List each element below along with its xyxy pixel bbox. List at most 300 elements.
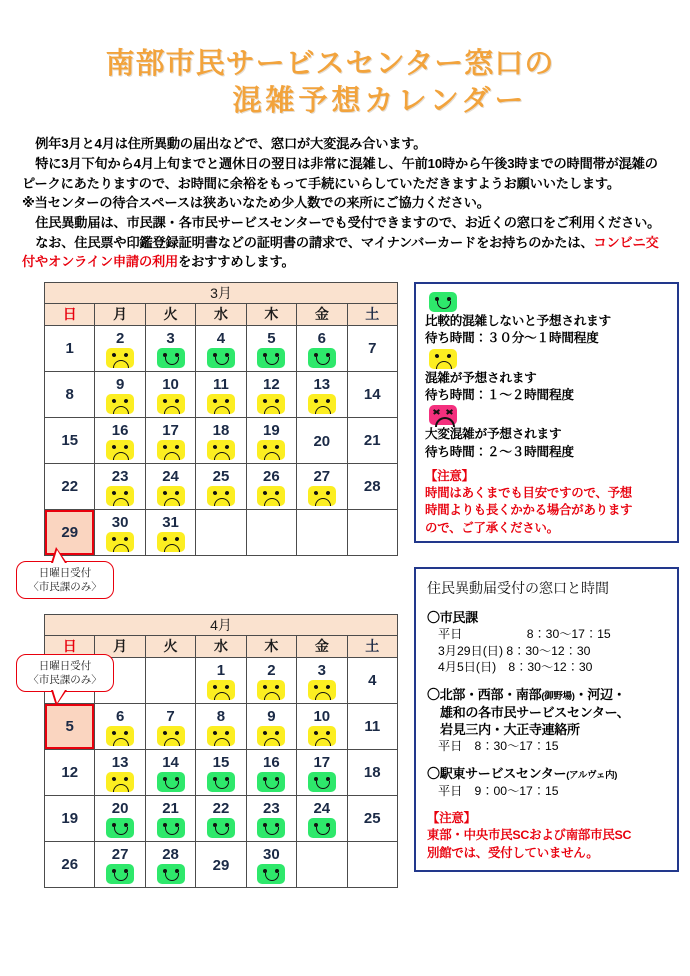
yellow-face-icon bbox=[157, 726, 185, 746]
calendar-day-cell-28[interactable] bbox=[347, 463, 397, 509]
face-eye-left bbox=[162, 730, 167, 735]
calendar-day-cell-15[interactable] bbox=[45, 417, 95, 463]
legend-line-2: 待ち時間：３０分～１時間程度 bbox=[425, 331, 599, 346]
calendar-day-cell-3[interactable] bbox=[145, 325, 195, 371]
face-eye-right bbox=[224, 684, 229, 689]
face-eye-left bbox=[212, 444, 217, 449]
legend-line-1: 比較的混雑しないと予想されます bbox=[425, 313, 611, 328]
intro-paragraph-3: ※当センターの待合スペースは狭あいなため少人数での来所にご協力ください。 bbox=[22, 195, 490, 211]
calendar-day-number: 6 bbox=[317, 330, 326, 348]
green-face-icon bbox=[157, 348, 185, 368]
face-eye-right bbox=[275, 490, 280, 495]
face-eye-right bbox=[174, 730, 179, 735]
calendar-day-number: 22 bbox=[61, 477, 79, 495]
face-mouth bbox=[264, 452, 280, 460]
calendar-march bbox=[44, 282, 398, 556]
calendar-day-cell-empty bbox=[196, 509, 246, 555]
yellow-face-icon bbox=[257, 394, 285, 414]
calendar-day-number: 18 bbox=[363, 763, 381, 781]
calendar-day-cell-21[interactable] bbox=[347, 417, 397, 463]
calendar-month-row bbox=[45, 614, 398, 635]
face-eye-left bbox=[313, 398, 318, 403]
calendar-day-number: 13 bbox=[313, 376, 331, 394]
face-mouth bbox=[435, 417, 455, 427]
calendar-day-cell-20[interactable] bbox=[95, 795, 145, 841]
intro-paragraph-1: 例年3月と4月は住所異動の届出などで、窓口が大変混み合います。 bbox=[35, 136, 427, 152]
calendar-day-cell-27[interactable] bbox=[95, 841, 145, 887]
calendar-day-cell-12[interactable] bbox=[246, 371, 296, 417]
calendar-weekday-header-row bbox=[45, 303, 398, 325]
face-mouth bbox=[315, 692, 331, 700]
calendar-day-number: 30 bbox=[111, 514, 129, 532]
calendar-day-number: 27 bbox=[111, 846, 129, 864]
face-mouth bbox=[265, 357, 279, 365]
calendar-day-number: 4 bbox=[216, 330, 226, 348]
calendar-day-number: 15 bbox=[212, 754, 230, 772]
calendar-day-cell-16[interactable] bbox=[246, 749, 296, 795]
calendar-day-cell-18[interactable] bbox=[196, 417, 246, 463]
face-mouth bbox=[214, 738, 230, 746]
legend-note-line-2: 時間よりも長くかかる場合があります bbox=[425, 503, 633, 518]
face-mouth bbox=[214, 692, 230, 700]
hours-group-heading: 〇市民課 bbox=[427, 610, 478, 626]
hours-time-line-0: 平日 8：30～17：15 bbox=[438, 739, 559, 754]
calendar-day-cell-15[interactable] bbox=[196, 749, 246, 795]
face-mouth bbox=[436, 361, 452, 369]
calendar-day-cell-16[interactable] bbox=[95, 417, 145, 463]
face-mouth bbox=[215, 357, 229, 365]
calendar-weekday-6: 土 bbox=[347, 303, 397, 325]
callout-april-line-1: 日曜日受付 bbox=[38, 659, 92, 672]
intro-paragraph-4: 住民異動届は、市民課・各市民サービスセンターでも受付できますので、お近くの窓口をご利用ください。 bbox=[35, 214, 661, 230]
yellow-face-icon bbox=[106, 348, 134, 368]
face-mouth bbox=[113, 738, 129, 746]
calendar-weekday-1: 月 bbox=[95, 635, 145, 657]
calendar-month-label: 4月 bbox=[45, 614, 398, 635]
calendar-week-row bbox=[45, 509, 398, 555]
calendar-day-number: 8 bbox=[65, 385, 74, 403]
calendar-day-cell-25[interactable] bbox=[196, 463, 246, 509]
face-eye-right bbox=[174, 490, 179, 495]
face-eye-left bbox=[263, 730, 268, 735]
face-eye-right bbox=[124, 730, 129, 735]
green-face-icon bbox=[257, 864, 285, 884]
face-mouth bbox=[265, 781, 279, 789]
face-mouth bbox=[214, 406, 230, 414]
face-mouth bbox=[114, 873, 128, 881]
calendar-weekday-1: 月 bbox=[95, 303, 145, 325]
calendar-day-cell-14[interactable] bbox=[347, 371, 397, 417]
yellow-face-icon bbox=[207, 680, 235, 700]
calendar-day-number: 15 bbox=[61, 431, 79, 449]
face-mouth bbox=[316, 781, 330, 789]
face-eye-left bbox=[162, 490, 167, 495]
hours-time-line-1: 3月29日(日) 8：30～12：30 bbox=[438, 643, 591, 658]
calendar-day-number: 7 bbox=[166, 708, 175, 726]
face-mouth bbox=[165, 873, 179, 881]
calendar-day-number: 19 bbox=[61, 809, 79, 827]
face-mouth bbox=[113, 498, 129, 506]
hours-heading-continuation: 雄和の各市民サービスセンター、 bbox=[440, 704, 630, 720]
intro-paragraph-5 bbox=[22, 233, 668, 272]
calendar-week-row bbox=[45, 841, 398, 887]
calendar-day-cell-24[interactable] bbox=[145, 463, 195, 509]
face-eye-left bbox=[112, 490, 117, 495]
calendar-day-cell-22[interactable] bbox=[196, 795, 246, 841]
calendar-day-number: 23 bbox=[111, 468, 129, 486]
face-mouth bbox=[164, 738, 180, 746]
yellow-face-icon bbox=[207, 440, 235, 460]
hours-group-heading: 〇北部・西部・南部(御野場)・河辺・ 雄和の各市民サービスセンター、 岩見三内・大正寺連絡所 bbox=[427, 686, 666, 738]
calendar-day-number: 19 bbox=[263, 422, 280, 440]
calendar-day-cell-7[interactable] bbox=[347, 325, 397, 371]
calendar-weekday-3: 水 bbox=[196, 635, 246, 657]
calendar-day-number: 26 bbox=[263, 468, 280, 486]
calendar-day-cell-29[interactable] bbox=[196, 841, 246, 887]
calendar-day-cell-9[interactable] bbox=[246, 703, 296, 749]
calendar-day-number: 14 bbox=[363, 385, 381, 403]
calendar-day-number: 31 bbox=[162, 514, 179, 532]
green-face-icon bbox=[157, 818, 185, 838]
face-eye-right bbox=[224, 490, 229, 495]
face-mouth bbox=[315, 406, 331, 414]
yellow-face-icon bbox=[106, 486, 134, 506]
calendar-day-number: 26 bbox=[61, 855, 79, 873]
calendar-day-number: 29 bbox=[212, 856, 230, 874]
calendar-day-number: 25 bbox=[363, 809, 381, 827]
yellow-face-icon bbox=[207, 486, 235, 506]
hours-groups bbox=[427, 609, 666, 799]
face-eye-left bbox=[263, 444, 268, 449]
calendar-day-number: 11 bbox=[364, 717, 381, 735]
calendar-day-number: 4 bbox=[368, 671, 377, 689]
face-eye-left bbox=[112, 444, 117, 449]
face-mouth bbox=[113, 544, 129, 552]
calendar-weekday-0: 日 bbox=[45, 303, 95, 325]
calendar-month-label: 3月 bbox=[45, 282, 398, 303]
calendar-day-cell-13[interactable] bbox=[95, 749, 145, 795]
calendar-week-row bbox=[45, 325, 398, 371]
calendar-day-cell-empty bbox=[145, 657, 195, 703]
face-eye-right bbox=[224, 730, 229, 735]
face-mouth bbox=[214, 452, 230, 460]
calendar-day-number: 9 bbox=[115, 376, 125, 394]
yellow-face-icon bbox=[157, 532, 185, 552]
calendar-week-row bbox=[45, 703, 398, 749]
green-face-icon bbox=[207, 818, 235, 838]
calendar-day-cell-27[interactable] bbox=[297, 463, 347, 509]
calendar-day-cell-10[interactable] bbox=[297, 703, 347, 749]
face-eye-left bbox=[112, 352, 117, 357]
face-eye-right bbox=[174, 536, 179, 541]
calendar-day-cell-25[interactable] bbox=[347, 795, 397, 841]
calendar-day-cell-21[interactable] bbox=[145, 795, 195, 841]
hours-heading-continuation-2: 岩見三内・大正寺連絡所 bbox=[440, 721, 580, 737]
legend-note-head: 【注意】 bbox=[425, 469, 474, 484]
calendar-day-cell-23[interactable] bbox=[95, 463, 145, 509]
face-eye-right bbox=[325, 398, 330, 403]
calendar-day-number: 2 bbox=[115, 330, 125, 348]
yellow-face-icon bbox=[106, 532, 134, 552]
calendar-day-cell-26[interactable] bbox=[246, 463, 296, 509]
calendar-weekday-4: 木 bbox=[246, 635, 296, 657]
calendar-day-number: 2 bbox=[267, 662, 276, 680]
face-mouth bbox=[316, 827, 330, 835]
face-mouth bbox=[265, 873, 279, 881]
calendar-day-cell-31[interactable] bbox=[145, 509, 195, 555]
legend-note bbox=[425, 468, 668, 536]
calendar-day-cell-12[interactable] bbox=[45, 749, 95, 795]
calendar-day-cell-19[interactable] bbox=[246, 417, 296, 463]
hours-group-2 bbox=[427, 765, 666, 799]
calendar-day-cell-23[interactable] bbox=[246, 795, 296, 841]
calendar-day-cell-11[interactable] bbox=[347, 703, 397, 749]
face-mouth bbox=[214, 498, 230, 506]
face-eye-left bbox=[212, 490, 217, 495]
calendar-week-row bbox=[45, 371, 398, 417]
green-face-icon bbox=[257, 818, 285, 838]
yellow-face-icon bbox=[106, 394, 134, 414]
hours-panel bbox=[414, 567, 679, 872]
face-mouth bbox=[264, 498, 280, 506]
face-mouth bbox=[215, 827, 229, 835]
calendar-day-number: 1 bbox=[65, 339, 74, 357]
calendar-day-cell-22[interactable] bbox=[45, 463, 95, 509]
calendar-day-cell-6[interactable] bbox=[297, 325, 347, 371]
yellow-face-icon bbox=[308, 486, 336, 506]
face-eye-right bbox=[224, 398, 229, 403]
green-face-icon bbox=[207, 348, 235, 368]
intro-p5-part-b: をおすすめします。 bbox=[178, 254, 295, 270]
calendar-day-number: 27 bbox=[313, 468, 331, 486]
calendar-day-cell-17[interactable] bbox=[145, 417, 195, 463]
green-face-icon bbox=[157, 772, 185, 792]
calendar-day-number: 8 bbox=[216, 708, 226, 726]
face-eye-left bbox=[313, 490, 318, 495]
calendar-day-number: 3 bbox=[166, 330, 175, 348]
face-mouth bbox=[164, 452, 180, 460]
calendar-day-cell-10[interactable] bbox=[145, 371, 195, 417]
calendar-day-number: 25 bbox=[212, 468, 230, 486]
calendar-day-number: 29 bbox=[61, 523, 79, 541]
yellow-face-icon bbox=[257, 726, 285, 746]
calendar-day-number: 20 bbox=[111, 800, 129, 818]
calendar-day-cell-4[interactable] bbox=[347, 657, 397, 703]
face-eye-right bbox=[124, 352, 129, 357]
callout-april-line-2: 〈市民課のみ〉 bbox=[28, 674, 102, 687]
face-mouth bbox=[113, 452, 129, 460]
calendar-day-cell-4[interactable] bbox=[196, 325, 246, 371]
intro-paragraph-2: 特に3月下旬から4月上旬までと週休日の翌日は非常に混雑し、午前10時から午後3時までの時間帯が混雑のピークにあたりますので、お時間に余裕をもって手続にいらしていただきますようお願いいたします。 bbox=[22, 155, 658, 191]
calendar-day-number: 12 bbox=[263, 376, 280, 394]
intro-p5-highlight: コンビニ交付やオンライン申請の利用 bbox=[22, 234, 659, 270]
calendar-day-cell-empty bbox=[347, 841, 397, 887]
green-face-icon bbox=[308, 772, 336, 792]
yellow-face-icon bbox=[207, 726, 235, 746]
calendar-day-number: 23 bbox=[263, 800, 280, 818]
yellow-face-icon bbox=[106, 440, 134, 460]
legend-items bbox=[425, 292, 668, 461]
calendar-day-cell-30[interactable] bbox=[246, 841, 296, 887]
calendar-day-cell-26[interactable] bbox=[45, 841, 95, 887]
face-eye-left bbox=[434, 353, 439, 358]
calendar-day-number: 3 bbox=[317, 662, 326, 680]
face-eye-right bbox=[124, 490, 129, 495]
legend-item-green bbox=[425, 292, 668, 348]
callout-march-line-2: 〈市民課のみ〉 bbox=[28, 581, 102, 594]
legend-item-pink bbox=[425, 405, 668, 461]
calendar-day-number: 5 bbox=[267, 330, 276, 348]
face-mouth bbox=[164, 406, 180, 414]
calendar-weekday-2: 火 bbox=[145, 635, 195, 657]
calendar-day-cell-20[interactable] bbox=[297, 417, 347, 463]
calendar-weekday-5: 金 bbox=[297, 635, 347, 657]
calendar-day-cell-9[interactable] bbox=[95, 371, 145, 417]
intro-p5-part-a: なお、住民票や印鑑登録証明書などの証明書の請求で、マイナンバーカードをお持ちのかたは、 bbox=[35, 234, 594, 250]
calendar-day-number: 24 bbox=[313, 800, 331, 818]
yellow-face-icon bbox=[308, 394, 336, 414]
calendar-day-number: 14 bbox=[162, 754, 179, 772]
calendar-week-row bbox=[45, 417, 398, 463]
calendar-day-cell-28[interactable] bbox=[145, 841, 195, 887]
face-mouth bbox=[315, 738, 331, 746]
calendar-week-row bbox=[45, 463, 398, 509]
calendar-day-number: 28 bbox=[162, 846, 179, 864]
legend-text-green bbox=[425, 313, 668, 348]
face-eye-right bbox=[275, 730, 280, 735]
callout-sunday-reception-april bbox=[16, 654, 114, 692]
intro-text bbox=[22, 134, 668, 272]
calendar-day-number: 10 bbox=[313, 708, 331, 726]
face-mouth bbox=[215, 781, 229, 789]
calendar-weekday-2: 火 bbox=[145, 303, 195, 325]
calendar-day-cell-empty bbox=[347, 509, 397, 555]
calendar-day-cell-17[interactable] bbox=[297, 749, 347, 795]
hours-group-0 bbox=[427, 609, 666, 675]
calendar-month-row bbox=[45, 282, 398, 303]
calendar-day-cell-8[interactable] bbox=[45, 371, 95, 417]
page-title bbox=[0, 0, 690, 120]
face-eye-right bbox=[124, 398, 129, 403]
callout-tail-fill-march bbox=[53, 550, 65, 563]
calendar-day-cell-11[interactable] bbox=[196, 371, 246, 417]
face-eye-left bbox=[162, 536, 167, 541]
face-mouth bbox=[264, 406, 280, 414]
legend-note-line-3: ので、ご了承ください。 bbox=[425, 520, 559, 535]
calendar-day-cell-13[interactable] bbox=[297, 371, 347, 417]
face-eye-right bbox=[275, 398, 280, 403]
calendar-day-number: 30 bbox=[263, 846, 280, 864]
calendar-day-cell-18[interactable] bbox=[347, 749, 397, 795]
face-eye-right bbox=[446, 408, 453, 415]
calendar-day-cell-empty bbox=[246, 509, 296, 555]
callout-sunday-reception-march bbox=[16, 561, 114, 599]
calendar-day-cell-3[interactable] bbox=[297, 657, 347, 703]
hours-time-line-2: 4月5日(日) 8：30～12：30 bbox=[438, 659, 593, 674]
face-eye-right bbox=[325, 684, 330, 689]
pink-face-icon bbox=[429, 405, 457, 425]
yellow-face-icon bbox=[308, 680, 336, 700]
calendar-day-number: 21 bbox=[162, 800, 179, 818]
hours-group-1 bbox=[427, 686, 666, 754]
calendar-table-march bbox=[44, 282, 398, 556]
yellow-face-icon bbox=[106, 772, 134, 792]
green-face-icon bbox=[429, 292, 457, 312]
face-eye-right bbox=[275, 444, 280, 449]
face-mouth bbox=[114, 827, 128, 835]
calendar-day-cell-2[interactable] bbox=[246, 657, 296, 703]
calendar-day-cell-8[interactable] bbox=[196, 703, 246, 749]
calendar-day-cell-6[interactable] bbox=[95, 703, 145, 749]
face-eye-left bbox=[212, 730, 217, 735]
calendar-weekday-5: 金 bbox=[297, 303, 347, 325]
legend-text-pink bbox=[425, 426, 668, 461]
calendar-day-cell-14[interactable] bbox=[145, 749, 195, 795]
face-eye-left bbox=[313, 684, 318, 689]
calendar-weekday-3: 水 bbox=[196, 303, 246, 325]
calendar-day-cell-1[interactable] bbox=[45, 325, 95, 371]
face-mouth bbox=[113, 784, 129, 792]
calendar-day-cell-1[interactable] bbox=[196, 657, 246, 703]
face-eye-left bbox=[112, 776, 117, 781]
legend-text-yellow bbox=[425, 370, 668, 405]
calendar-day-cell-24[interactable] bbox=[297, 795, 347, 841]
calendar-day-number: 7 bbox=[368, 339, 377, 357]
face-eye-left bbox=[112, 398, 117, 403]
face-eye-right bbox=[124, 776, 129, 781]
calendar-day-cell-7[interactable] bbox=[145, 703, 195, 749]
face-eye-left bbox=[112, 730, 117, 735]
face-mouth bbox=[437, 301, 451, 309]
calendar-day-cell-2[interactable] bbox=[95, 325, 145, 371]
face-mouth bbox=[265, 827, 279, 835]
calendar-day-cell-19[interactable] bbox=[45, 795, 95, 841]
green-face-icon bbox=[207, 772, 235, 792]
face-eye-right bbox=[174, 444, 179, 449]
calendar-day-cell-5[interactable] bbox=[246, 325, 296, 371]
green-face-icon bbox=[308, 818, 336, 838]
face-eye-right bbox=[325, 490, 330, 495]
calendar-day-number: 12 bbox=[61, 763, 79, 781]
yellow-face-icon bbox=[257, 486, 285, 506]
calendar-day-number: 11 bbox=[213, 376, 229, 394]
calendar-day-cell-empty bbox=[297, 509, 347, 555]
legend-line-2: 待ち時間：１～２時間程度 bbox=[425, 388, 574, 403]
calendar-day-cell-5[interactable] bbox=[45, 703, 95, 749]
legend-line-2: 待ち時間：２～３時間程度 bbox=[425, 444, 574, 459]
face-eye-right bbox=[275, 684, 280, 689]
face-eye-left bbox=[162, 444, 167, 449]
hours-note-line-2: 別館では、受付していません。 bbox=[427, 845, 599, 860]
face-mouth bbox=[316, 357, 330, 365]
hours-note bbox=[427, 810, 666, 861]
calendar-day-number: 5 bbox=[65, 717, 74, 735]
calendar-day-cell-30[interactable] bbox=[95, 509, 145, 555]
legend-line-1: 混雑が予想されます bbox=[425, 370, 537, 385]
yellow-face-icon bbox=[157, 394, 185, 414]
face-eye-left bbox=[433, 408, 440, 415]
calendar-day-number: 13 bbox=[111, 754, 129, 772]
yellow-face-icon bbox=[106, 726, 134, 746]
face-eye-right bbox=[325, 730, 330, 735]
green-face-icon bbox=[106, 864, 134, 884]
green-face-icon bbox=[308, 348, 336, 368]
face-eye-left bbox=[263, 398, 268, 403]
legend-line-1: 大変混雑が予想されます bbox=[425, 427, 562, 442]
title-line-1: 南部市民サービスセンター窓口の bbox=[105, 48, 555, 80]
hours-note-line-1: 東部・中央市民SCおよび南部市民SC bbox=[427, 828, 632, 843]
calendar-day-number: 16 bbox=[111, 422, 129, 440]
